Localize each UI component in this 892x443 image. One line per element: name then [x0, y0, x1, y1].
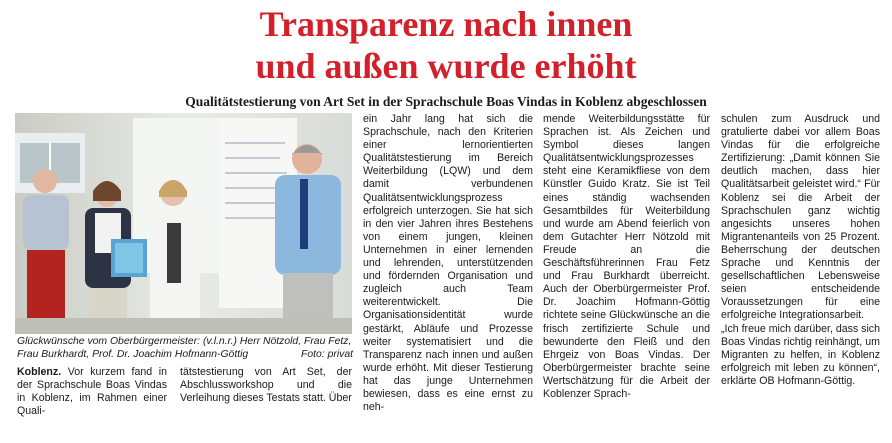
column-5-paragraph-1: schulen zum Ausdruck und gratulierte dabei vor allem Boas Vindas für die erfolgreiche Zertifizierung: „Damit können Sie deutlich machen, dass hier Qualitätsarbeit geleistet wird.“ Für Koblenz sei die Arbeit der Sprachschulen ganz wichtig angesichts unseres hohen Migrantenanteils von 25 Prozent. Beherrschung der deutschen Sprache und Kenntnis der gesellschaftlichen Lebensweise seien entscheidende Voraussetzungen für eine erfolgreiche Integrationsarbeit. [721, 113, 880, 322]
dateline: Koblenz. [17, 366, 62, 378]
article-column-2 [180, 366, 352, 405]
column-2-text: tätstestierung von Art Set, der Abschlussworkshop und die Verleihung dieses Testats statt. Über [180, 366, 352, 405]
article-column-3 [363, 113, 533, 414]
headline-line-2: und außen wurde erhöht [255, 46, 637, 86]
article-column-4 [543, 113, 710, 401]
article-photo [15, 113, 352, 334]
photo-illustration [15, 113, 352, 334]
article-column-5 [721, 113, 880, 388]
headline-line-1: Transparenz nach innen [259, 4, 633, 44]
subheadline: Qualitätstestierung von Art Set in der Sprachschule Boas Vindas in Koblenz abgeschlossen [185, 94, 707, 109]
lead-text: Vor kurzem fand in der Sprachschule Boas Vindas in Koblenz, im Rahmen einer Quali- [17, 366, 167, 418]
column-3-text: ein Jahr lang hat sich die Sprachschule, nach den Kriterien einer lernorientierten Qualitätstestierung im Bereich Weiterbildung (LQW) und dem damit verbundenen Qualitätsentwicklungsprozess erfolgreich unterzogen. Sie hat sich in den vier Jahren ihres Bestehens von einem jungen, kleinen Unternehmen in einer lernenden und lehrenden, unterstützenden und fördernden Organisation und zugleich auch Team weiterentwickelt. Die Organisationsidentität wurde gestärkt, Abläufe und Prozesse weiter systematisiert und die Transparenz nach innen und außen wurde erhöht. Mit dieser Testierung hat das junge Unternehmen bewiesen, dass es eine ernst zu neh- [363, 113, 533, 414]
column-5-paragraph-2: „Ich freue mich darüber, dass sich Boas Vindas richtig reinhängt, um Migranten zu helfen, in Koblenz erfolgreich mit leben zu können“, erklärte OB Hofmann-Göttig. [721, 322, 880, 387]
photo-credit: Foto: privat [301, 348, 353, 360]
article-column-1 [17, 366, 167, 418]
column-4-text: mende Weiterbildungsstätte für Sprachen ist. Als Zeichen und Symbol dieses langen Qualitätsentwicklungsprozesses steht eine Keramikfliese von dem Künstler Guido Kratz. Sie ist Teil eines ständig wachsenden Gesamtbildes für Weiterbildung und wurde am Abend feierlich von dem Gutachter Herr Nötzold mit Freude an die Geschäftsführerinnen Frau Fetz und Frau Burkhardt überreicht. Auch der Oberbürgermeister Prof. Dr. Joachim Hofmann-Göttig richtete seine Glückwünsche an die frisch zertifizierte Schule und bewunderte den Fleiß und den Ehrgeiz von Boas Vindas. Der Oberbürgermeister brachte seine Wertschätzung für die Arbeit der Koblenzer Sprach- [543, 113, 710, 400]
photo-caption [17, 336, 353, 361]
caption-text: Glückwünsche vom Oberbürgermeister: (v.l.n.r.) Herr Nötzold, Frau Fetz, Frau Burkhardt, Prof. Dr. Joachim Hofmann-Göttig [17, 336, 352, 360]
